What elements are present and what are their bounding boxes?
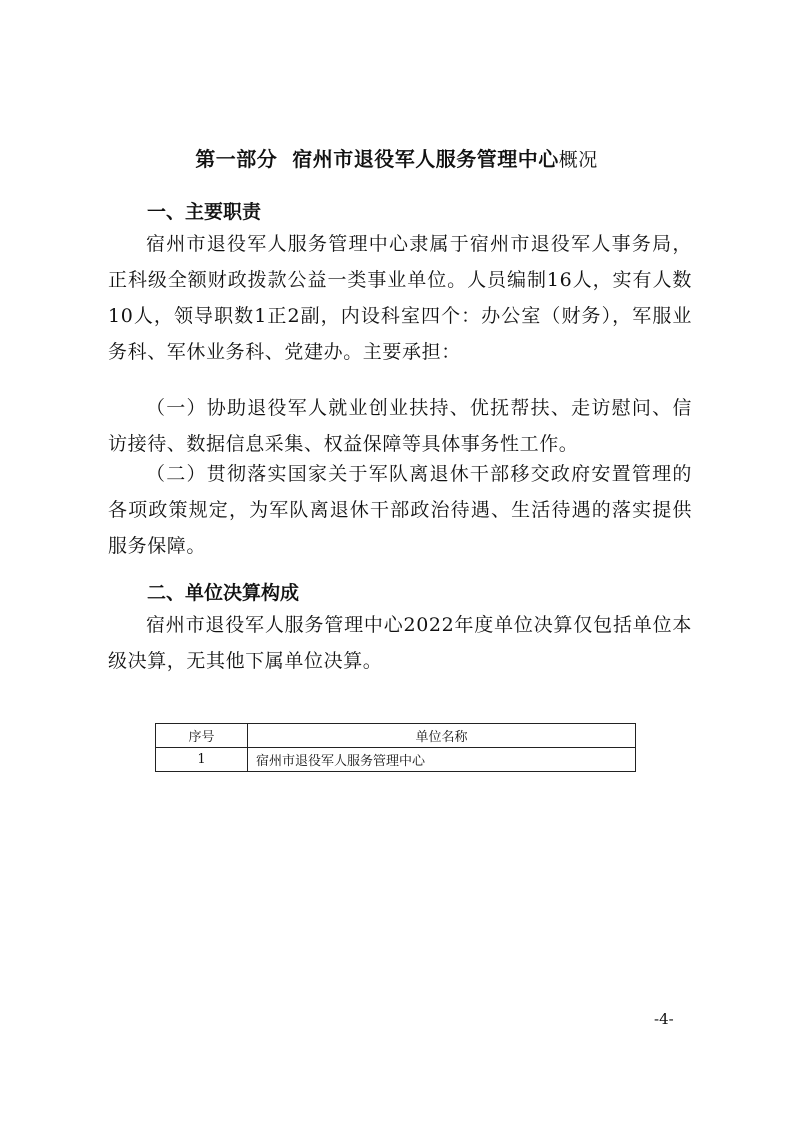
page-number: -4- bbox=[654, 1010, 674, 1028]
header-unit-name: 单位名称 bbox=[248, 724, 636, 748]
paragraph-duty-1: （一）协助退役军人就业创业扶持、优抚帮扶、走访慰问、信访接待、数据信息采集、权益保障等具体事务性工作。 bbox=[108, 397, 692, 455]
title-suffix: 概况 bbox=[558, 149, 598, 171]
unit-table bbox=[155, 723, 636, 772]
section-heading-duties: 一、主要职责 bbox=[147, 201, 262, 223]
title-prefix: 第一部分 bbox=[195, 147, 278, 171]
paragraph-composition: 宿州市退役军人服务管理中心2022年度单位决算仅包括单位本级决算，无其他下属单位决算。 bbox=[108, 614, 692, 672]
cell-serial: 1 bbox=[156, 748, 248, 772]
paragraph-overview: 宿州市退役军人服务管理中心隶属于宿州市退役军人事务局，正科级全额财政拨款公益一类事业单位。人员编制16人，实有人数10人，领导职数1正2副，内设科室四个：办公室（财务），军服业务科、军休业务科、党建办。主要承担： bbox=[108, 233, 692, 363]
title-main: 宿州市退役军人服务管理中心 bbox=[292, 147, 559, 171]
cell-unit-name: 宿州市退役军人服务管理中心 bbox=[248, 748, 636, 772]
page-title bbox=[0, 143, 793, 172]
table-row bbox=[156, 748, 636, 772]
header-serial: 序号 bbox=[156, 724, 248, 748]
paragraph-duty-2: （二）贯彻落实国家关于军队离退休干部移交政府安置管理的各项政策规定，为军队离退休干部政治待遇、生活待遇的落实提供服务保障。 bbox=[108, 463, 692, 557]
section-heading-composition: 二、单位决算构成 bbox=[147, 582, 300, 604]
table-header-row bbox=[156, 724, 636, 748]
